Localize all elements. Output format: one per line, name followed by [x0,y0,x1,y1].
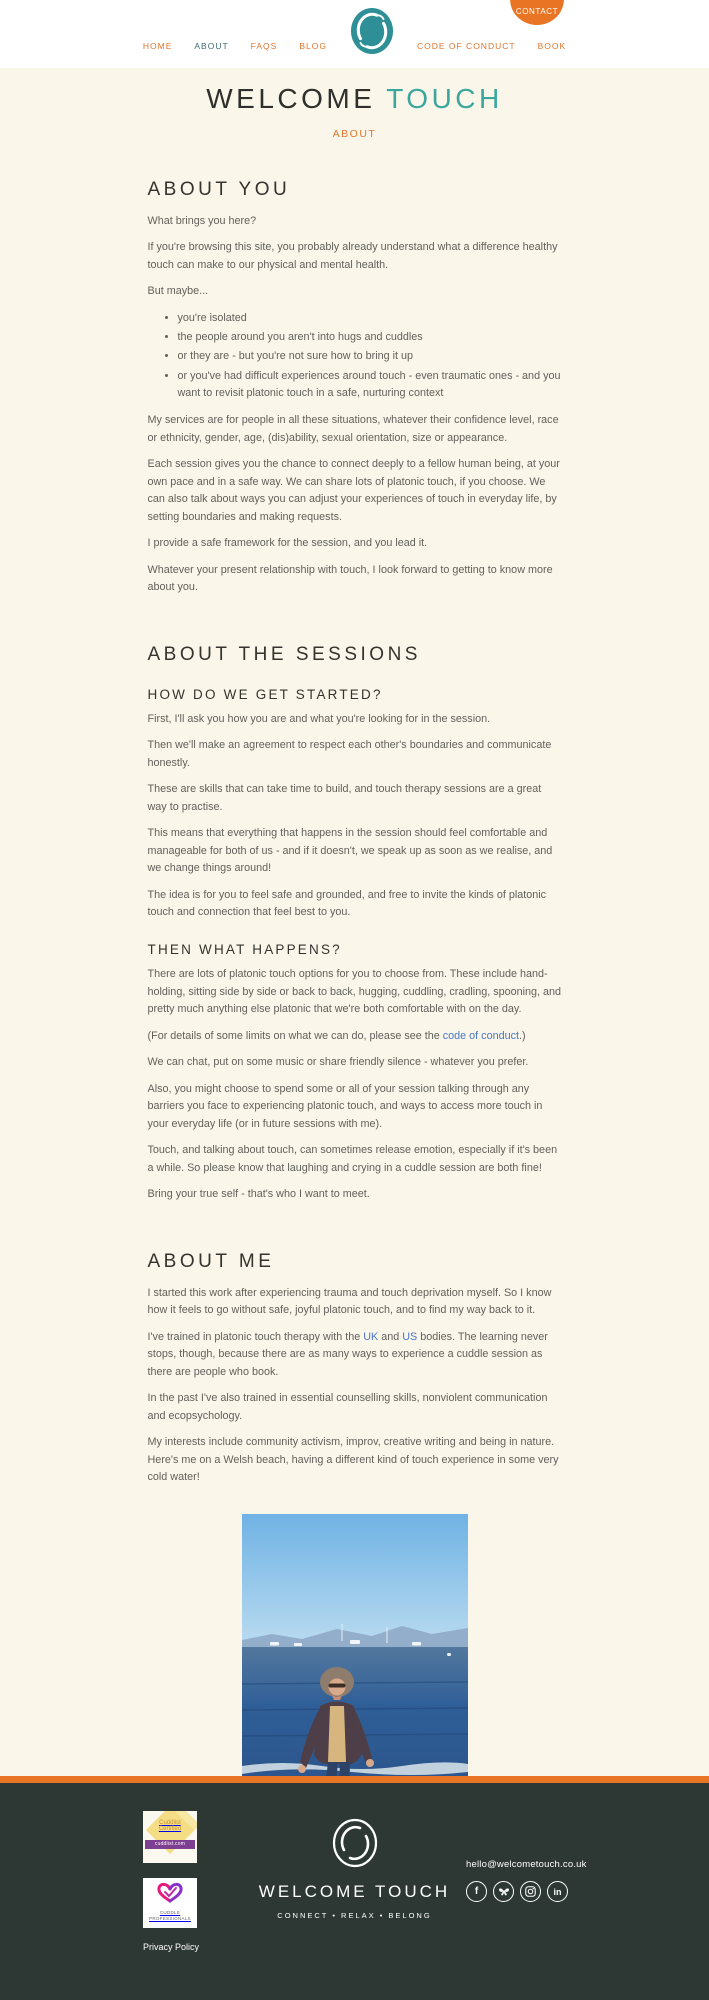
text-span: I've trained in platonic touch therapy with the [147,1330,364,1343]
paragraph: These are skills that can take time to build, and touch therapy sessions are a great way to practise. [147,783,542,813]
paragraph: Each session gives you the chance to connect deeply to a fellow human being, at your own pace and in a safe way. We can share lots of platonic touch, if you choose. We can also talk about ways you can adjust your experiences of touch in everyday life, by setting boundaries and making requests. [147,458,560,523]
paragraph: We can chat, put on some music or share friendly silence - whatever you prefer. [147,1056,529,1069]
hands-circle-logo-icon [331,1817,379,1869]
paragraph: This means that everything that happens in the session should feel comfortable and manageable for both of us - and if it doesn't, we speak up as soon as we realise, and we change things around! [147,827,553,875]
footer-contact-column [466,1854,587,1902]
hands-circle-logo-icon [349,6,395,56]
paragraph: Also, you might choose to spend some or all of your session talking through any barriers you face to experiencing platonic touch, and ways to access more touch in your everyday life (or in future sessions with me). [147,1082,543,1130]
badge-text: Certified [158,1826,182,1832]
about-sessions-heading: ABOUT THE SESSIONS [147,643,421,665]
badge-ribbon: cuddlist.com [145,1840,195,1849]
site-logo[interactable] [349,6,395,61]
paragraph: Then we'll make an agreement to respect each other's boundaries and communicate honestly. [147,739,552,769]
site-header [0,0,709,68]
privacy-policy-link[interactable]: Privacy Policy [143,1942,200,1952]
text-span: and [378,1330,403,1343]
paragraph: The idea is for you to feel safe and grounded, and free to invite the kinds of platonic touch and connection that feel best to you. [147,888,547,918]
list-item: • or you've had difficult experiences around touch - even traumatic ones - and you want to revisit platonic touch in a safe, nurturing context [178,368,562,403]
uk-body-link[interactable]: UK [363,1330,379,1343]
paragraph: But maybe... [147,285,209,298]
nav-faqs[interactable]: FAQS [250,40,278,51]
site-footer [0,1783,709,2000]
title-accent: TOUCH [386,83,503,114]
nav-about[interactable]: ABOUT [194,40,229,51]
nav-book[interactable]: BOOK [537,40,567,51]
badge-text: PROFESSIONALS [149,1915,191,1921]
contact-button[interactable]: CONTACT [510,0,564,25]
paragraph: My services are for people in all these situations, whatever their confidence level, race or ethnicity, gender, age, (dis)ability, sexual orientation, size or appearance. [147,414,559,444]
list-item: • the people around you aren't into hugs and cuddles [178,329,562,346]
paragraph: What brings you here? [147,215,257,227]
footer-brand-name: WELCOME TOUCH [258,1882,451,1901]
footer-tagline: CONNECT • RELAX • BELONG [277,1911,432,1920]
email-link[interactable]: hello@welcometouch.co.uk [466,1859,587,1870]
page-title [0,83,709,115]
conduct-note [148,1028,562,1045]
paragraph: I started this work after experiencing trauma and touch deprivation myself. So I know how it feels to go without safe, joyful platonic touch, and to find my way back to it. [147,1286,552,1317]
paragraph: Touch, and talking about touch, can sometimes release emotion, especially if it's been a while. So please know that laughing and crying in a cuddle session are both fine! [147,1144,558,1174]
butterfly-glyph-icon [497,1885,511,1899]
maybe-list [148,310,562,402]
content-column [148,179,562,1487]
nav-home[interactable]: HOME [142,40,173,51]
paragraph: My interests include community activism, improv, creative writing and being in nature. Here's me on a Welsh beach, having a different kind of touch experience in some very cold water! [147,1436,559,1484]
nav-blog[interactable]: BLOG [299,40,327,51]
title-main: WELCOME [206,83,387,114]
code-of-conduct-link[interactable]: code of conduct [442,1029,519,1042]
footer-accent-bar [0,1776,709,1783]
social-links [466,1881,587,1902]
beach-photo [242,1514,468,1776]
us-body-link[interactable]: US [402,1330,418,1343]
trained-note [148,1329,562,1381]
paragraph: Bring your true self - that's who I want to meet. [147,1188,370,1201]
linkedin-icon[interactable]: in [547,1881,568,1902]
list-item: • you're isolated [178,310,562,327]
footer-brand-column [0,1817,709,1920]
page-body [0,68,709,1776]
paragraph: There are lots of platonic touch options for you to choose from. These include hand-holding, sitting side by side or back to back, hugging, cuddling, cradling, spooning, and pretty much anything else platonic that we're both comfortable with on the day. [147,968,562,1016]
about-me-heading: ABOUT ME [147,1250,275,1272]
about-you-heading: ABOUT YOU [147,179,291,200]
paragraph: I provide a safe framework for the session, and you lead it. [147,537,428,550]
list-item: • or they are - but you're not sure how to bring it up [178,348,562,365]
paragraph: In the past I've also trained in essential counselling skills, nonviolent communication and ecopsychology. [147,1392,548,1422]
then-what-heading: THEN WHAT HAPPENS? [147,942,342,958]
badge-text: Cuddlist [159,1820,181,1826]
breadcrumb: ABOUT [332,128,377,140]
text-span: bodies. The learning never stops, though, because there are as many ways to experience a cuddle session as there are people who book. [147,1330,548,1378]
instagram-glyph-icon [524,1885,537,1898]
text-span: .) [519,1029,526,1042]
bluesky-icon[interactable] [493,1881,514,1902]
main-nav [0,0,709,61]
text-span: (For details of some limits on what we can do, please see the [147,1029,443,1042]
paragraph: If you're browsing this site, you probably already understand what a difference healthy touch can make to our physical and mental health. [147,241,558,271]
beach-scene-image [242,1514,468,1776]
paragraph: Whatever your present relationship with touch, I look forward to getting to know more about you. [147,563,553,594]
badge-text: CUDDLE [159,1910,181,1915]
instagram-icon[interactable] [520,1881,541,1902]
paragraph: First, I'll ask you how you are and what you're looking for in the session. [147,712,491,725]
facebook-icon[interactable]: f [466,1881,487,1902]
get-started-heading: HOW DO WE GET STARTED? [147,686,383,702]
nav-code-of-conduct[interactable]: CODE OF CONDUCT [416,40,516,51]
